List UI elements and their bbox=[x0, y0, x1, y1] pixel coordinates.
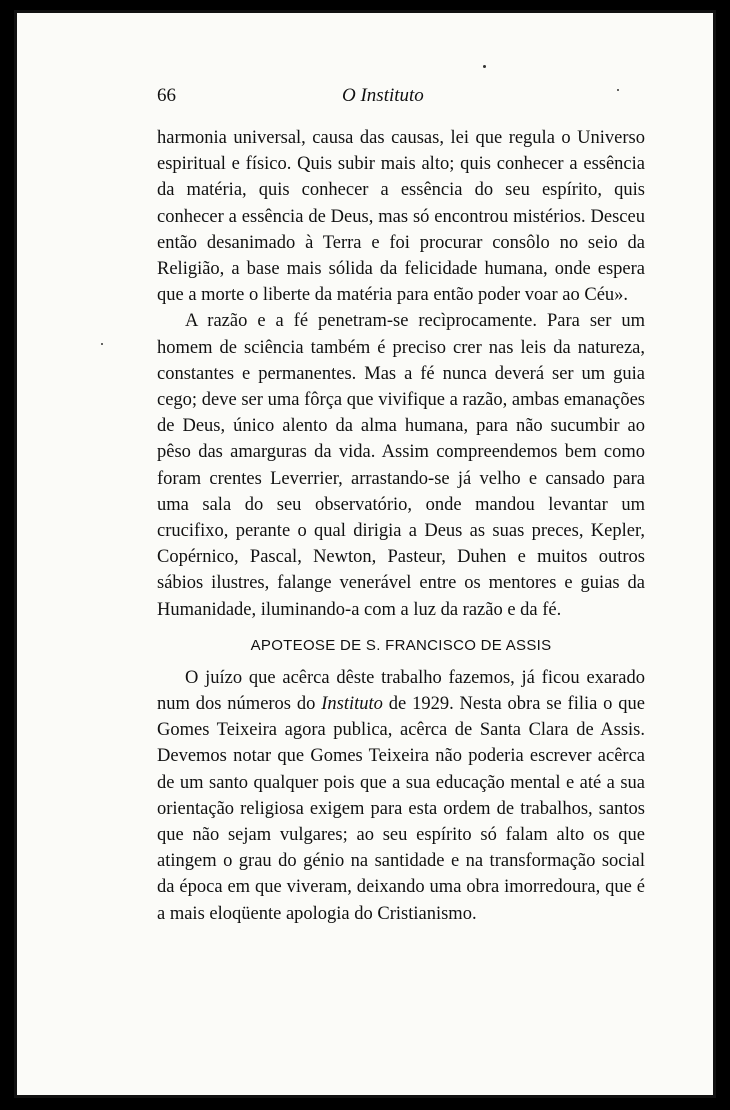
paragraph-reason-faith: A razão e a fé penetram-se recìprocamente. Para ser um homem de sciência também é preciso crer nas leis da natureza, constantes e permanentes. Mas a fé nunca deverá ser um guia cego; deve ser uma fôrça que vivifique a razão, ambas emanações de Deus, único alento da alma humana, para não sucumbir ao pêso das amarguras da vida. Assim compreendemos bem como foram crentes Leverrier, arrastando-se já velho e cansado para uma sala do seu observatório, onde mandou levantar um crucifixo, perante o qual dirigia a Deus as suas preces, Kepler, Copérnico, Pascal, Newton, Pasteur, Duhen e muitos outros sábios ilustres, falange venerável entre os mentores e guias da Humanidade, iluminando-a com a luz da razão e da fé. bbox=[157, 311, 645, 620]
scan-speck bbox=[483, 65, 486, 68]
paragraph-continuation: harmonia universal, causa das causas, lei que regula o Universo espiritual e físico. Quis subir mais alto; quis conhecer a essência da matéria, quis conhecer a essência do seu espírito, quis conhecer a essência de Deus, mas só encontrou mistérios. Desceu então desanimado à Terra e foi procurar consôlo no seio da Religião, a base mais sólida da felicidade humana, onde espera que a morte o liberte da matéria para então poder voar ao Céu». bbox=[157, 128, 645, 306]
document-page bbox=[14, 10, 716, 1098]
scan-speck bbox=[617, 89, 619, 91]
page-header bbox=[157, 85, 617, 113]
running-title: O Instituto bbox=[342, 85, 424, 106]
paragraph-apoteose-rest: de 1929. Nesta obra se filia o que Gomes Teixeira agora publica, acêrca de Santa Clara de Assis. Devemos notar que Gomes Teixeira não poderia escrever acêrca de um santo qualquer pois que a sua educação mental e até a sua orientação religiosa exigem para esta ordem de trabalhos, santos que não sejam vulgares; ao seu espírito só falam alto os que atingem o grau do génio na santidade e na transformação social da época em que viveram, deixando uma obra imorredoura, que é a mais eloqüente apologia do Cristianismo. bbox=[157, 694, 645, 924]
body-text bbox=[157, 125, 645, 927]
section-heading: APOTEOSE DE S. FRANCISCO DE ASSIS bbox=[250, 636, 552, 654]
page-number: 66 bbox=[157, 85, 176, 106]
paragraph-apoteose-start: O juízo que acêrca dêste trabalho fazemos, já ficou exarado num dos números do bbox=[157, 667, 645, 715]
scan-speck bbox=[101, 343, 103, 345]
journal-title-italic: Instituto bbox=[321, 694, 383, 715]
paragraph-apoteose bbox=[157, 665, 645, 927]
